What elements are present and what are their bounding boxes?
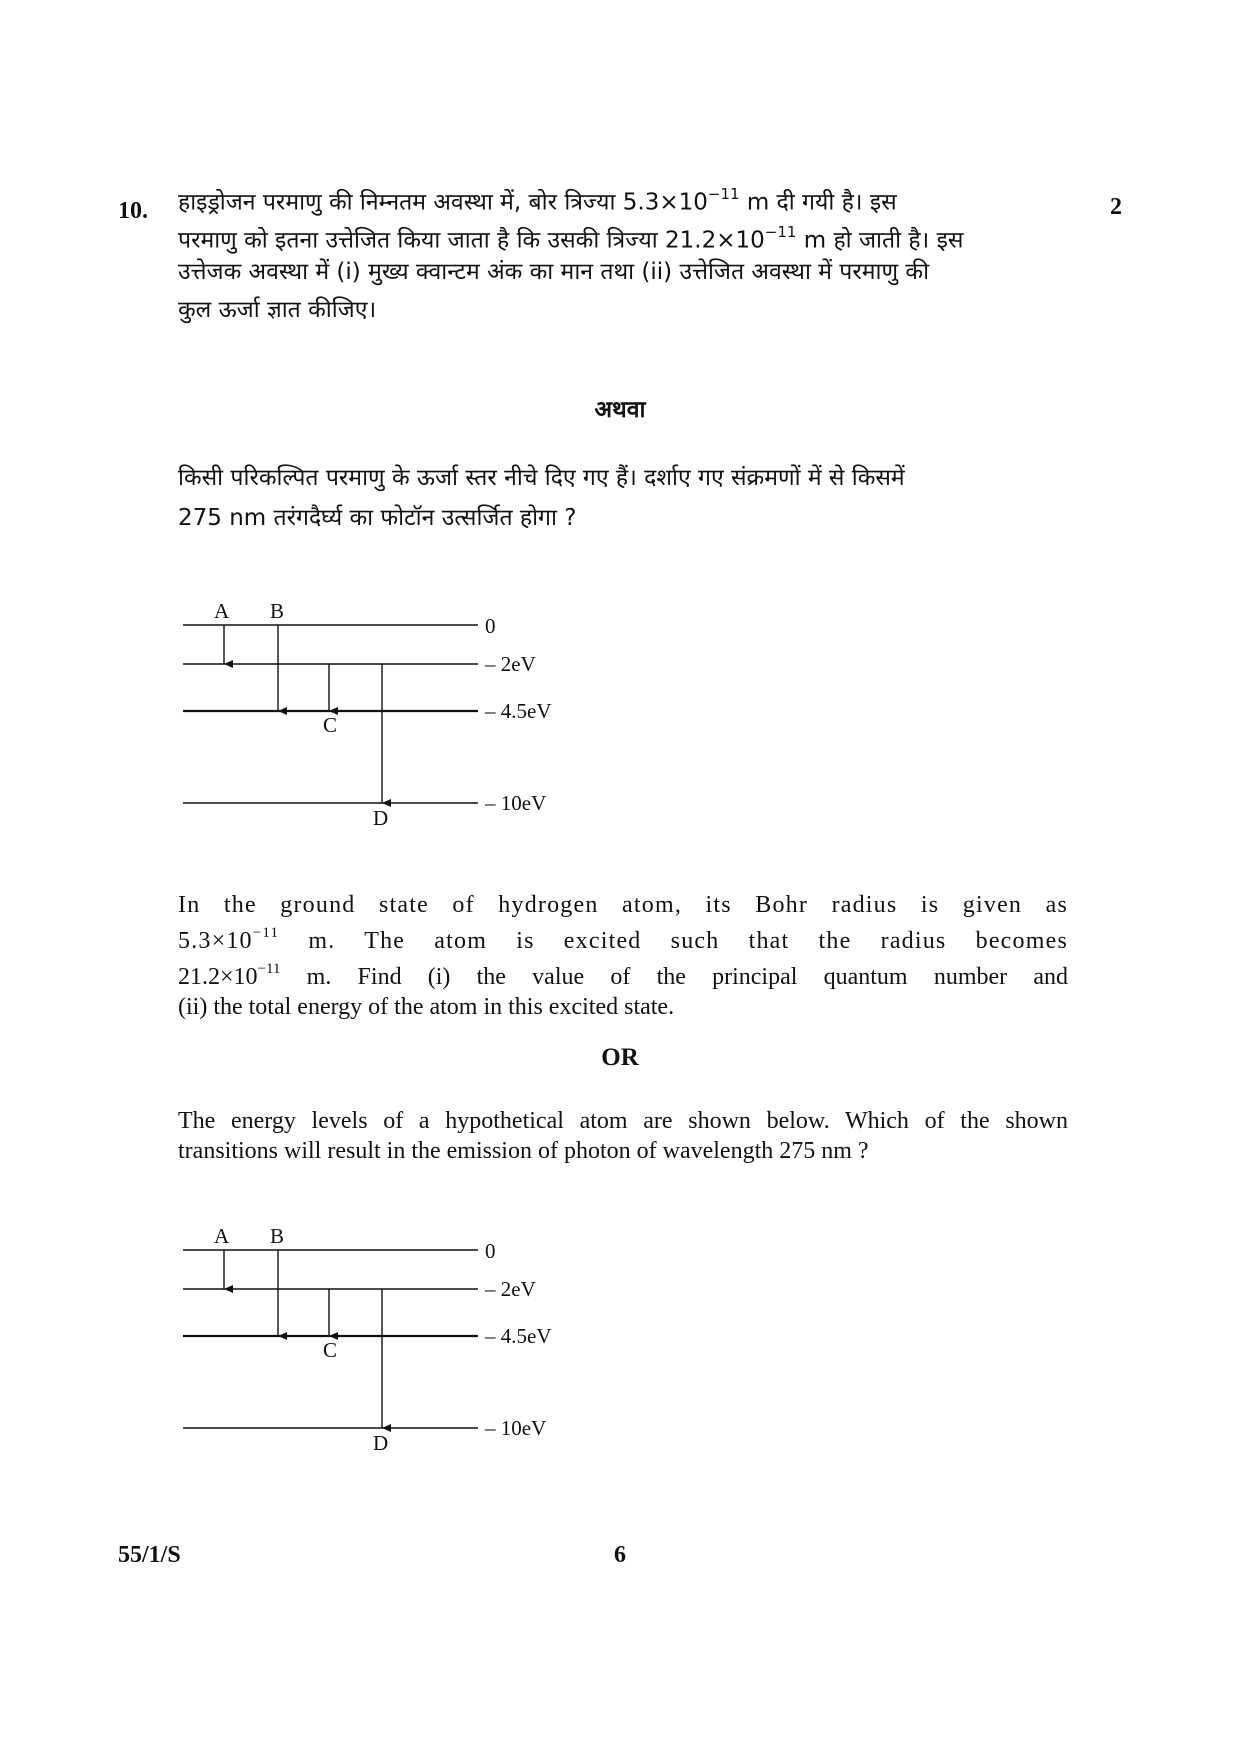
level-label-3: – 10eV	[485, 791, 547, 815]
english-alt-question	[178, 1106, 1068, 1166]
exponent: −11	[252, 925, 280, 941]
level-label-2: – 4.5eV	[485, 1324, 552, 1348]
hindi-question-line-3: उत्तेजक अवस्था में (i) मुख्य क्वान्टम अंक का मान तथा (ii) उत्तेजित अवस्था में परमाणु की	[178, 259, 930, 285]
level-label-1: – 2eV	[485, 1277, 536, 1301]
transition-label-a: A	[214, 599, 230, 623]
level-label-0: 0	[485, 614, 496, 638]
page-number: 6	[614, 1542, 626, 1568]
english-line-1: In the ground state of hydrogen atom, its Bohr radius is given as	[178, 892, 1068, 918]
exponent: −11	[257, 961, 281, 977]
paper-code: 55/1/S	[118, 1542, 181, 1568]
energy-level-diagram-hindi	[0, 580, 620, 840]
level-label-0: 0	[485, 1239, 496, 1263]
transition-label-b: B	[270, 599, 285, 623]
level-label-1: – 2eV	[485, 652, 536, 676]
hindi-question-line-1: हाइड्रोजन परमाणु की निम्नतम अवस्था में, बोर त्रिज्या $5.3\times 10^{-11}$ m दी गयी है। इस	[178, 185, 897, 216]
or-heading-hindi: अथवा	[594, 397, 646, 423]
level-label-3: – 10eV	[485, 1416, 547, 1440]
english-line-4: (ii) the total energy of the atom in this excited state.	[178, 994, 675, 1020]
transition-label-c: C	[323, 713, 338, 737]
or-heading-english: OR	[601, 1044, 639, 1071]
english-line-2: $5.3\times 10^{-11}$ m. The atom is excited such that the radius becomes	[178, 925, 1068, 954]
hindi-alt-line-2: 275 nm तरंगदैर्घ्य का फोटॉन उत्सर्जित होगा ?	[178, 505, 577, 531]
energy-level-diagram-english	[0, 1205, 620, 1465]
english-line-3: $21.2\times 10^{-11}$ m. Find (i) the value of the principal quantum number and	[178, 961, 1068, 990]
question-number: 10.	[118, 198, 148, 224]
level-label-2: – 4.5eV	[485, 699, 552, 723]
transition-label-d: D	[373, 1431, 389, 1455]
transition-label-d: D	[373, 806, 389, 830]
hindi-alt-line-1: किसी परिकल्पित परमाणु के ऊर्जा स्तर नीचे दिए गए हैं। दर्शाए गए संक्रमणों में से किसमें	[178, 465, 905, 491]
hindi-question-line-4: कुल ऊर्जा ज्ञात कीजिए।	[178, 297, 377, 323]
exponent: −11	[707, 185, 740, 203]
exponent: −11	[764, 223, 797, 241]
question-marks: 2	[1110, 194, 1122, 220]
transition-label-a: A	[214, 1224, 230, 1248]
english-alt-line-2: transitions will result in the emission of photon of wavelength 275 nm ?	[178, 1138, 869, 1164]
english-question	[178, 890, 1068, 1022]
english-alt-line-1: The energy levels of a hypothetical atom are shown below. Which of the shown	[178, 1108, 1068, 1134]
transition-label-c: C	[323, 1338, 338, 1362]
hindi-question-line-2: परमाणु को इतना उत्तेजित किया जाता है कि उसकी त्रिज्या $21.2\times 10^{-11}$ m हो जाती है। इस	[178, 223, 964, 254]
transition-label-b: B	[270, 1224, 285, 1248]
